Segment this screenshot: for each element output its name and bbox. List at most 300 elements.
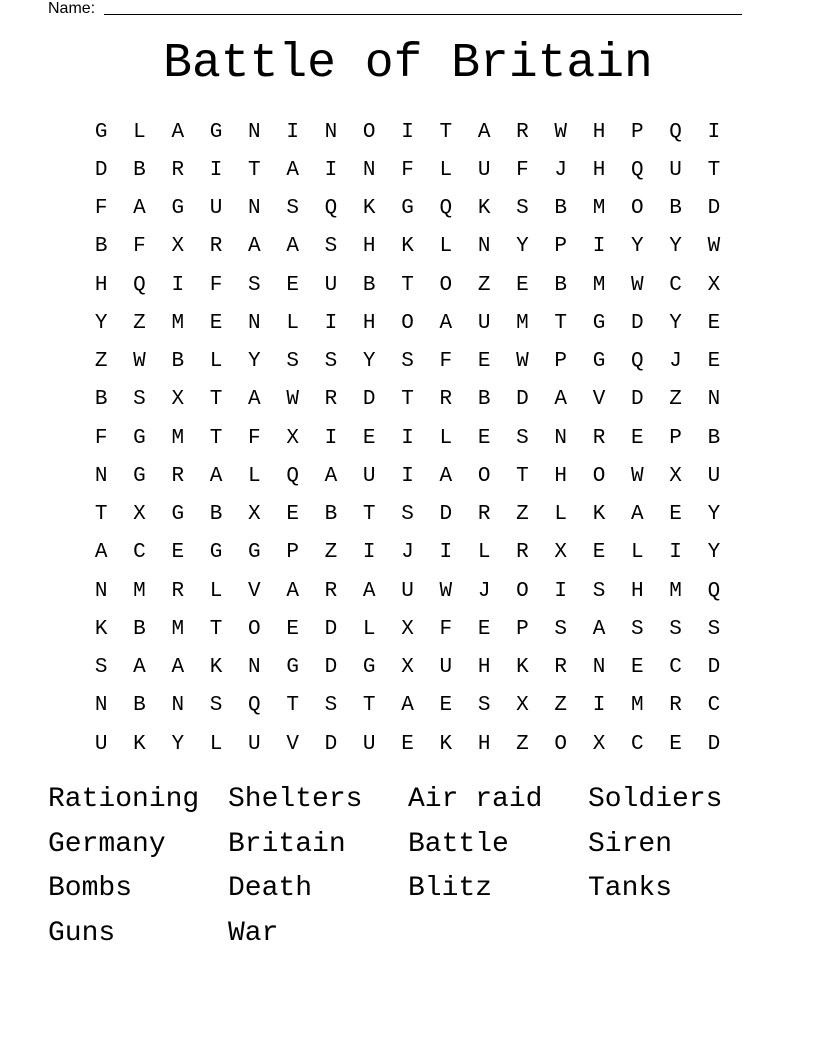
grid-cell: N: [94, 694, 108, 718]
grid-cell: S: [669, 617, 682, 641]
grid-cell: L: [554, 503, 568, 527]
grid-cell: K: [133, 732, 146, 756]
grid-cell: R: [171, 158, 185, 182]
grid-cell: R: [516, 541, 529, 565]
name-label: Name:: [48, 0, 96, 17]
grid-cell: S: [94, 656, 108, 680]
grid-cell: E: [707, 311, 721, 335]
grid-cell: Q: [286, 464, 299, 488]
grid-cell: E: [631, 656, 644, 680]
grid-cell: S: [477, 694, 491, 718]
grid-cell: T: [516, 464, 529, 488]
grid-cell: T: [362, 503, 376, 527]
grid-cell: D: [631, 311, 644, 335]
grid-cell: O: [439, 273, 453, 297]
grid-cell: W: [133, 350, 146, 374]
grid-cell: K: [592, 503, 606, 527]
grid-cell: N: [248, 197, 261, 221]
grid-cell: R: [592, 426, 606, 450]
grid-cell: N: [94, 579, 108, 603]
grid-cell: X: [133, 503, 146, 527]
grid-cell: B: [362, 273, 376, 297]
grid-cell: S: [592, 579, 606, 603]
grid-cell: R: [171, 464, 185, 488]
grid-cell: L: [248, 464, 261, 488]
grid-cell: V: [592, 388, 606, 412]
grid-cell: Y: [171, 732, 185, 756]
grid-cell: C: [133, 541, 146, 565]
grid-cell: W: [554, 120, 568, 144]
grid-cell: D: [324, 617, 338, 641]
grid-cell: E: [707, 350, 721, 374]
grid-cell: M: [171, 617, 185, 641]
grid-cell: F: [516, 158, 529, 182]
grid-cell: K: [477, 197, 491, 221]
grid-cell: B: [554, 197, 568, 221]
grid-cell: S: [631, 617, 644, 641]
word-list-item: Death: [228, 873, 313, 905]
grid-cell: U: [401, 579, 414, 603]
grid-cell: U: [477, 311, 491, 335]
word-list-item: Tanks: [588, 873, 673, 905]
grid-cell: R: [669, 694, 682, 718]
grid-cell: N: [248, 311, 261, 335]
grid-cell: G: [171, 503, 185, 527]
grid-cell: G: [362, 656, 376, 680]
letter-grid: [82, 113, 733, 763]
grid-cell: E: [631, 426, 644, 450]
grid-cell: B: [554, 273, 568, 297]
grid-cell: F: [94, 426, 108, 450]
grid-cell: Q: [248, 694, 261, 718]
word-list-item: Rationing: [48, 784, 200, 815]
grid-cell: S: [286, 197, 299, 221]
grid-cell: D: [324, 656, 338, 680]
grid-cell: H: [592, 158, 606, 182]
grid-cell: X: [401, 656, 414, 680]
word-list-item: Siren: [588, 828, 673, 860]
grid-cell: P: [516, 617, 529, 641]
word-list: [48, 778, 768, 957]
grid-cell: A: [133, 656, 146, 680]
grid-cell: I: [707, 120, 721, 144]
grid-cell: R: [324, 579, 338, 603]
grid-cell: J: [401, 541, 414, 565]
grid-cell: L: [439, 426, 453, 450]
grid-cell: R: [171, 579, 185, 603]
grid-cell: C: [669, 273, 682, 297]
grid-cell: T: [209, 388, 223, 412]
grid-cell: I: [324, 426, 338, 450]
grid-cell: I: [669, 541, 682, 565]
grid-cell: O: [631, 197, 644, 221]
grid-cell: T: [362, 694, 376, 718]
grid-cell: O: [248, 617, 261, 641]
grid-cell: N: [707, 388, 721, 412]
grid-cell: J: [669, 350, 682, 374]
grid-cell: E: [286, 617, 299, 641]
grid-cell: Y: [669, 235, 682, 259]
grid-cell: G: [592, 311, 606, 335]
grid-cell: D: [362, 388, 376, 412]
grid-cell: P: [669, 426, 682, 450]
grid-cell: S: [707, 617, 721, 641]
grid-cell: V: [248, 579, 261, 603]
grid-cell: A: [94, 541, 108, 565]
grid-cell: W: [286, 388, 299, 412]
grid-cell: R: [554, 656, 568, 680]
grid-cell: X: [707, 273, 721, 297]
grid-cell: N: [94, 464, 108, 488]
grid-cell: K: [362, 197, 376, 221]
grid-cell: W: [631, 464, 644, 488]
grid-cell: I: [401, 464, 414, 488]
grid-cell: B: [669, 197, 682, 221]
grid-cell: C: [631, 732, 644, 756]
grid-cell: L: [286, 311, 299, 335]
grid-cell: Y: [94, 311, 108, 335]
grid-cell: P: [554, 350, 568, 374]
grid-cell: X: [401, 617, 414, 641]
grid-cell: B: [133, 158, 146, 182]
grid-cell: Y: [631, 235, 644, 259]
grid-cell: X: [248, 503, 261, 527]
grid-cell: A: [286, 579, 299, 603]
grid-cell: Z: [324, 541, 338, 565]
grid-cell: F: [248, 426, 261, 450]
grid-cell: D: [707, 732, 721, 756]
grid-cell: N: [248, 656, 261, 680]
grid-cell: M: [516, 311, 529, 335]
grid-cell: E: [439, 694, 453, 718]
grid-cell: B: [171, 350, 185, 374]
grid-cell: I: [362, 541, 376, 565]
grid-cell: O: [401, 311, 414, 335]
grid-cell: S: [516, 197, 529, 221]
grid-cell: Z: [477, 273, 491, 297]
word-list-item: Air raid: [408, 784, 543, 815]
grid-cell: S: [324, 235, 338, 259]
grid-cell: V: [286, 732, 299, 756]
grid-cell: R: [324, 388, 338, 412]
grid-cell: A: [209, 464, 223, 488]
grid-cell: H: [362, 311, 376, 335]
grid-cell: R: [209, 235, 223, 259]
word-list-item: Britain: [228, 828, 346, 860]
grid-cell: U: [439, 656, 453, 680]
grid-cell: U: [669, 158, 682, 182]
grid-cell: O: [477, 464, 491, 488]
grid-cell: H: [554, 464, 568, 488]
grid-cell: B: [94, 388, 108, 412]
grid-cell: H: [592, 120, 606, 144]
grid-cell: T: [248, 158, 261, 182]
grid-cell: T: [209, 426, 223, 450]
grid-cell: N: [248, 120, 261, 144]
grid-cell: Q: [669, 120, 682, 144]
grid-cell: U: [324, 273, 338, 297]
grid-cell: A: [554, 388, 568, 412]
page-title: Battle of Britain: [163, 37, 653, 91]
grid-cell: M: [133, 579, 146, 603]
grid-cell: S: [286, 350, 299, 374]
grid-cell: T: [94, 503, 108, 527]
grid-cell: Z: [554, 694, 568, 718]
grid-cell: E: [669, 503, 682, 527]
grid-cell: K: [401, 235, 414, 259]
grid-cell: I: [324, 311, 338, 335]
grid-cell: K: [516, 656, 529, 680]
grid-cell: D: [707, 197, 721, 221]
grid-cell: X: [592, 732, 606, 756]
grid-cell: L: [209, 350, 223, 374]
grid-cell: G: [401, 197, 414, 221]
grid-cell: N: [324, 120, 338, 144]
grid-cell: I: [592, 694, 606, 718]
grid-cell: N: [554, 426, 568, 450]
grid-cell: X: [171, 235, 185, 259]
grid-cell: S: [324, 350, 338, 374]
grid-cell: J: [477, 579, 491, 603]
grid-cell: D: [439, 503, 453, 527]
grid-cell: L: [209, 732, 223, 756]
grid-cell: E: [477, 617, 491, 641]
grid-cell: U: [94, 732, 108, 756]
grid-cell: G: [592, 350, 606, 374]
grid-cell: E: [477, 350, 491, 374]
grid-cell: G: [133, 426, 146, 450]
grid-cell: E: [477, 426, 491, 450]
grid-cell: S: [401, 503, 414, 527]
grid-cell: B: [133, 694, 146, 718]
grid-cell: T: [554, 311, 568, 335]
grid-cell: D: [631, 388, 644, 412]
grid-cell: U: [248, 732, 261, 756]
grid-cell: Z: [669, 388, 682, 412]
grid-cell: H: [631, 579, 644, 603]
grid-cell: Z: [133, 311, 146, 335]
grid-cell: G: [286, 656, 299, 680]
grid-cell: U: [477, 158, 491, 182]
grid-cell: H: [477, 732, 491, 756]
grid-cell: G: [248, 541, 261, 565]
grid-cell: Y: [707, 541, 721, 565]
grid-cell: K: [209, 656, 223, 680]
grid-cell: E: [209, 311, 223, 335]
grid-cell: M: [592, 273, 606, 297]
word-list-item: Soldiers: [588, 784, 723, 815]
word-list-item: Bombs: [48, 873, 133, 905]
grid-cell: Q: [631, 158, 644, 182]
grid-cell: E: [362, 426, 376, 450]
grid-cell: H: [362, 235, 376, 259]
grid-cell: L: [439, 158, 453, 182]
grid-cell: A: [248, 388, 261, 412]
grid-cell: K: [94, 617, 108, 641]
grid-cell: H: [94, 273, 108, 297]
grid-cell: Y: [516, 235, 529, 259]
grid-cell: W: [516, 350, 529, 374]
grid-cell: C: [669, 656, 682, 680]
grid-cell: T: [209, 617, 223, 641]
grid-cell: P: [554, 235, 568, 259]
grid-cell: R: [516, 120, 529, 144]
grid-cell: W: [631, 273, 644, 297]
grid-cell: N: [171, 694, 185, 718]
grid-cell: T: [439, 120, 453, 144]
grid-cell: K: [439, 732, 453, 756]
grid-cell: S: [209, 694, 223, 718]
grid-cell: D: [94, 158, 108, 182]
grid-cell: A: [286, 158, 299, 182]
grid-cell: X: [669, 464, 682, 488]
grid-cell: U: [362, 464, 376, 488]
word-list-item: Guns: [48, 918, 116, 950]
grid-cell: F: [209, 273, 223, 297]
grid-cell: E: [401, 732, 414, 756]
grid-cell: S: [248, 273, 261, 297]
grid-cell: I: [401, 426, 414, 450]
grid-cell: E: [669, 732, 682, 756]
grid-cell: M: [171, 426, 185, 450]
grid-cell: N: [592, 656, 606, 680]
grid-cell: S: [516, 426, 529, 450]
grid-cell: Y: [248, 350, 261, 374]
grid-cell: M: [171, 311, 185, 335]
grid-cell: A: [439, 464, 453, 488]
grid-cell: C: [707, 694, 721, 718]
word-list-item: Germany: [48, 828, 166, 860]
grid-cell: P: [286, 541, 299, 565]
grid-cell: G: [133, 464, 146, 488]
grid-cell: G: [171, 197, 185, 221]
grid-cell: Y: [707, 503, 721, 527]
grid-cell: O: [516, 579, 529, 603]
grid-cell: A: [362, 579, 376, 603]
grid-cell: A: [248, 235, 261, 259]
grid-cell: G: [209, 120, 223, 144]
grid-cell: Q: [439, 197, 453, 221]
grid-cell: L: [439, 235, 453, 259]
grid-cell: F: [133, 235, 146, 259]
grid-cell: L: [477, 541, 491, 565]
grid-cell: H: [477, 656, 491, 680]
grid-cell: I: [209, 158, 223, 182]
grid-cell: U: [707, 464, 721, 488]
grid-cell: D: [324, 732, 338, 756]
grid-cell: R: [477, 503, 491, 527]
grid-cell: E: [516, 273, 529, 297]
grid-cell: W: [439, 579, 453, 603]
grid-cell: X: [516, 694, 529, 718]
grid-cell: A: [439, 311, 453, 335]
grid-cell: X: [554, 541, 568, 565]
grid-cell: F: [439, 350, 453, 374]
grid-cell: Z: [516, 503, 529, 527]
grid-cell: G: [94, 120, 108, 144]
grid-cell: T: [707, 158, 721, 182]
grid-cell: X: [171, 388, 185, 412]
grid-cell: M: [669, 579, 682, 603]
grid-cell: B: [209, 503, 223, 527]
grid-cell: I: [324, 158, 338, 182]
grid-cell: S: [324, 694, 338, 718]
grid-cell: L: [362, 617, 376, 641]
grid-cell: E: [592, 541, 606, 565]
grid-cell: M: [631, 694, 644, 718]
word-list-item: Blitz: [408, 873, 493, 905]
word-list-item: Shelters: [228, 784, 363, 815]
word-list-item: Battle: [408, 828, 509, 860]
name-field: [48, 0, 748, 20]
grid-cell: S: [133, 388, 146, 412]
grid-cell: I: [286, 120, 299, 144]
grid-cell: I: [171, 273, 185, 297]
grid-cell: O: [592, 464, 606, 488]
grid-cell: T: [401, 273, 414, 297]
grid-cell: B: [324, 503, 338, 527]
grid-cell: A: [133, 197, 146, 221]
grid-cell: D: [516, 388, 529, 412]
grid-cell: F: [94, 197, 108, 221]
grid-cell: Q: [631, 350, 644, 374]
grid-cell: L: [209, 579, 223, 603]
grid-cell: Q: [324, 197, 338, 221]
grid-cell: Z: [516, 732, 529, 756]
grid-cell: U: [362, 732, 376, 756]
grid-cell: Q: [707, 579, 721, 603]
grid-cell: W: [707, 235, 721, 259]
grid-cell: A: [477, 120, 491, 144]
grid-cell: J: [554, 158, 568, 182]
grid-cell: F: [401, 158, 414, 182]
grid-cell: L: [631, 541, 644, 565]
grid-cell: A: [171, 120, 185, 144]
grid-cell: R: [439, 388, 453, 412]
grid-cell: A: [171, 656, 185, 680]
grid-cell: X: [286, 426, 299, 450]
grid-cell: D: [707, 656, 721, 680]
word-list-item: War: [228, 918, 279, 950]
grid-cell: T: [401, 388, 414, 412]
grid-cell: Y: [362, 350, 376, 374]
grid-cell: Z: [94, 350, 108, 374]
grid-cell: A: [286, 235, 299, 259]
grid-cell: I: [401, 120, 414, 144]
grid-cell: F: [439, 617, 453, 641]
grid-cell: T: [286, 694, 299, 718]
grid-cell: S: [401, 350, 414, 374]
grid-cell: L: [133, 120, 146, 144]
grid-cell: I: [439, 541, 453, 565]
grid-cell: G: [209, 541, 223, 565]
grid-cell: A: [324, 464, 338, 488]
grid-cell: E: [286, 503, 299, 527]
grid-cell: A: [592, 617, 606, 641]
grid-cell: P: [631, 120, 644, 144]
grid-cell: A: [401, 694, 414, 718]
grid-cell: M: [592, 197, 606, 221]
name-line: [104, 14, 742, 15]
grid-cell: I: [592, 235, 606, 259]
grid-cell: O: [362, 120, 376, 144]
grid-cell: E: [286, 273, 299, 297]
grid-cell: B: [707, 426, 721, 450]
grid-cell: O: [554, 732, 568, 756]
grid-cell: Y: [669, 311, 682, 335]
grid-cell: N: [362, 158, 376, 182]
grid-cell: B: [477, 388, 491, 412]
